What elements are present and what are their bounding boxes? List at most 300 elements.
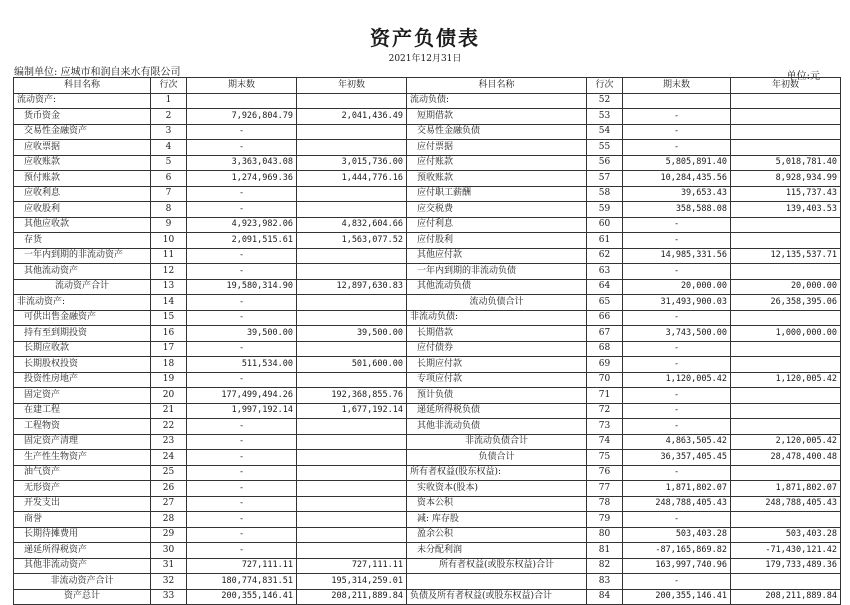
left-end-value: - xyxy=(187,543,297,559)
right-end-value: 1,120,005.42 xyxy=(623,372,731,388)
right-item-name: 负债合计 xyxy=(407,450,587,466)
right-end-value: 3,743,500.00 xyxy=(623,326,731,342)
right-end-value: 1,871,802.07 xyxy=(623,481,731,497)
table-row xyxy=(14,512,841,528)
left-begin-value xyxy=(297,450,407,466)
left-line-no: 19 xyxy=(151,372,187,388)
left-item-name: 资产总计 xyxy=(14,589,151,605)
left-item-name: 其他应收款 xyxy=(14,217,151,233)
header-item-right: 科目名称 xyxy=(407,78,587,94)
right-end-value: 358,588.08 xyxy=(623,202,731,218)
right-item-name: 应付票据 xyxy=(407,140,587,156)
header-line-right: 行次 xyxy=(587,78,623,94)
right-line-no: 71 xyxy=(587,388,623,404)
table-row xyxy=(14,109,841,125)
left-item-name: 非流动资产合计 xyxy=(14,574,151,590)
table-row xyxy=(14,310,841,326)
right-item-name: 减: 库存股 xyxy=(407,512,587,528)
right-end-value: - xyxy=(623,124,731,140)
left-line-no: 7 xyxy=(151,186,187,202)
right-line-no: 81 xyxy=(587,543,623,559)
left-begin-value: 192,368,855.76 xyxy=(297,388,407,404)
right-begin-value: 5,018,781.40 xyxy=(731,155,841,171)
left-item-name: 流动资产: xyxy=(14,93,151,109)
header-begin-right: 年初数 xyxy=(731,78,841,94)
left-begin-value: 3,015,736.00 xyxy=(297,155,407,171)
left-begin-value xyxy=(297,341,407,357)
right-item-name: 其他流动负债 xyxy=(407,279,587,295)
right-line-no: 79 xyxy=(587,512,623,528)
table-row xyxy=(14,248,841,264)
company-name: 编制单位: 应城市和润自来水有限公司 xyxy=(14,67,181,78)
left-line-no: 25 xyxy=(151,465,187,481)
left-end-value: 180,774,831.51 xyxy=(187,574,297,590)
right-begin-value: 248,788,405.43 xyxy=(731,496,841,512)
right-begin-value: -71,430,121.42 xyxy=(731,543,841,559)
left-begin-value xyxy=(297,124,407,140)
right-item-name: 短期借款 xyxy=(407,109,587,125)
right-begin-value xyxy=(731,93,841,109)
left-end-value: 3,363,043.08 xyxy=(187,155,297,171)
right-item-name: 未分配利润 xyxy=(407,543,587,559)
left-end-value: - xyxy=(187,140,297,156)
right-end-value: 31,493,900.03 xyxy=(623,295,731,311)
right-end-value: - xyxy=(623,341,731,357)
table-row xyxy=(14,171,841,187)
right-item-name xyxy=(407,574,587,590)
left-begin-value: 208,211,889.84 xyxy=(297,589,407,605)
left-begin-value: 195,314,259.01 xyxy=(297,574,407,590)
left-end-value: - xyxy=(187,295,297,311)
right-line-no: 58 xyxy=(587,186,623,202)
right-end-value: - xyxy=(623,109,731,125)
left-item-name: 生产性生物资产 xyxy=(14,450,151,466)
left-begin-value xyxy=(297,527,407,543)
table-row xyxy=(14,419,841,435)
left-item-name: 应收股利 xyxy=(14,202,151,218)
left-end-value: - xyxy=(187,124,297,140)
right-begin-value xyxy=(731,574,841,590)
right-end-value: - xyxy=(623,403,731,419)
table-header-row xyxy=(14,78,841,94)
left-end-value: - xyxy=(187,481,297,497)
left-end-value: - xyxy=(187,341,297,357)
left-end-value: 19,580,314.90 xyxy=(187,279,297,295)
left-item-name: 其他非流动资产 xyxy=(14,558,151,574)
left-begin-value xyxy=(297,310,407,326)
right-item-name: 资本公积 xyxy=(407,496,587,512)
right-begin-value: 208,211,889.84 xyxy=(731,589,841,605)
left-item-name: 商誉 xyxy=(14,512,151,528)
table-row xyxy=(14,279,841,295)
right-begin-value: 2,120,005.42 xyxy=(731,434,841,450)
right-line-no: 76 xyxy=(587,465,623,481)
right-item-name: 一年内到期的非流动负债 xyxy=(407,264,587,280)
right-begin-value xyxy=(731,388,841,404)
left-end-value: 2,091,515.61 xyxy=(187,233,297,249)
left-end-value: 200,355,146.41 xyxy=(187,589,297,605)
left-end-value: - xyxy=(187,527,297,543)
table-row xyxy=(14,403,841,419)
left-item-name: 预付账款 xyxy=(14,171,151,187)
left-end-value: 727,111.11 xyxy=(187,558,297,574)
right-line-no: 67 xyxy=(587,326,623,342)
right-item-name: 非流动负债: xyxy=(407,310,587,326)
right-begin-value: 1,000,000.00 xyxy=(731,326,841,342)
right-item-name: 应交税费 xyxy=(407,202,587,218)
left-item-name: 流动资产合计 xyxy=(14,279,151,295)
right-end-value: 5,805,891.40 xyxy=(623,155,731,171)
right-line-no: 64 xyxy=(587,279,623,295)
right-line-no: 69 xyxy=(587,357,623,373)
left-end-value: - xyxy=(187,434,297,450)
right-end-value: - xyxy=(623,574,731,590)
left-line-no: 22 xyxy=(151,419,187,435)
table-row xyxy=(14,140,841,156)
right-line-no: 57 xyxy=(587,171,623,187)
left-end-value: 1,274,969.36 xyxy=(187,171,297,187)
right-begin-value: 503,403.28 xyxy=(731,527,841,543)
right-line-no: 65 xyxy=(587,295,623,311)
right-end-value: 10,284,435.56 xyxy=(623,171,731,187)
table-row xyxy=(14,434,841,450)
right-begin-value: 1,120,005.42 xyxy=(731,372,841,388)
right-line-no: 52 xyxy=(587,93,623,109)
left-line-no: 32 xyxy=(151,574,187,590)
right-end-value: - xyxy=(623,310,731,326)
right-begin-value xyxy=(731,357,841,373)
left-begin-value xyxy=(297,481,407,497)
left-begin-value xyxy=(297,186,407,202)
left-item-name: 存货 xyxy=(14,233,151,249)
right-item-name: 应付账款 xyxy=(407,155,587,171)
left-begin-value: 1,563,077.52 xyxy=(297,233,407,249)
right-line-no: 73 xyxy=(587,419,623,435)
table-row xyxy=(14,264,841,280)
right-begin-value xyxy=(731,217,841,233)
right-begin-value xyxy=(731,264,841,280)
right-line-no: 62 xyxy=(587,248,623,264)
table-row xyxy=(14,450,841,466)
right-end-value: - xyxy=(623,419,731,435)
right-end-value: - xyxy=(623,465,731,481)
left-begin-value: 12,897,630.83 xyxy=(297,279,407,295)
table-row xyxy=(14,295,841,311)
right-line-no: 68 xyxy=(587,341,623,357)
left-line-no: 24 xyxy=(151,450,187,466)
right-line-no: 82 xyxy=(587,558,623,574)
right-line-no: 83 xyxy=(587,574,623,590)
right-item-name: 负债及所有者权益(或股东权益)合计 xyxy=(407,589,587,605)
left-line-no: 15 xyxy=(151,310,187,326)
right-end-value: 503,403.28 xyxy=(623,527,731,543)
right-item-name: 非流动负债合计 xyxy=(407,434,587,450)
left-end-value: - xyxy=(187,450,297,466)
right-item-name: 长期应付款 xyxy=(407,357,587,373)
left-end-value: 7,926,804.79 xyxy=(187,109,297,125)
left-line-no: 23 xyxy=(151,434,187,450)
table-row xyxy=(14,496,841,512)
report-date: 2021年12月31日 xyxy=(388,54,462,64)
right-line-no: 70 xyxy=(587,372,623,388)
left-begin-value: 501,600.00 xyxy=(297,357,407,373)
right-begin-value: 20,000.00 xyxy=(731,279,841,295)
left-item-name: 固定资产清理 xyxy=(14,434,151,450)
right-line-no: 56 xyxy=(587,155,623,171)
right-item-name: 所有者权益(或股东权益)合计 xyxy=(407,558,587,574)
left-begin-value xyxy=(297,295,407,311)
left-begin-value: 4,832,604.66 xyxy=(297,217,407,233)
left-item-name: 递延所得税资产 xyxy=(14,543,151,559)
report-title: 资产负债表 xyxy=(370,26,480,50)
right-line-no: 53 xyxy=(587,109,623,125)
right-end-value: - xyxy=(623,233,731,249)
left-begin-value xyxy=(297,512,407,528)
left-item-name: 可供出售金融资产 xyxy=(14,310,151,326)
left-begin-value xyxy=(297,202,407,218)
left-begin-value xyxy=(297,140,407,156)
left-end-value: 511,534.00 xyxy=(187,357,297,373)
left-item-name: 长期待摊费用 xyxy=(14,527,151,543)
left-end-value: - xyxy=(187,496,297,512)
right-begin-value xyxy=(731,310,841,326)
left-item-name: 一年内到期的非流动资产 xyxy=(14,248,151,264)
left-line-no: 11 xyxy=(151,248,187,264)
left-end-value: - xyxy=(187,465,297,481)
right-end-value xyxy=(623,93,731,109)
right-item-name: 其他非流动负债 xyxy=(407,419,587,435)
table-row xyxy=(14,124,841,140)
right-item-name: 专项应付款 xyxy=(407,372,587,388)
left-line-no: 21 xyxy=(151,403,187,419)
left-line-no: 16 xyxy=(151,326,187,342)
table-row xyxy=(14,481,841,497)
right-item-name: 流动负债: xyxy=(407,93,587,109)
left-line-no: 9 xyxy=(151,217,187,233)
right-line-no: 54 xyxy=(587,124,623,140)
right-begin-value xyxy=(731,341,841,357)
table-row xyxy=(14,465,841,481)
right-item-name: 递延所得税负债 xyxy=(407,403,587,419)
left-line-no: 3 xyxy=(151,124,187,140)
right-begin-value: 12,135,537.71 xyxy=(731,248,841,264)
left-begin-value xyxy=(297,248,407,264)
right-line-no: 61 xyxy=(587,233,623,249)
left-begin-value: 2,041,436.49 xyxy=(297,109,407,125)
left-item-name: 投资性房地产 xyxy=(14,372,151,388)
header-end-right: 期末数 xyxy=(623,78,731,94)
table-row xyxy=(14,558,841,574)
left-end-value: - xyxy=(187,248,297,264)
left-item-name: 工程物资 xyxy=(14,419,151,435)
table-row xyxy=(14,388,841,404)
table-row xyxy=(14,341,841,357)
right-end-value: 163,997,740.96 xyxy=(623,558,731,574)
right-line-no: 78 xyxy=(587,496,623,512)
left-item-name: 长期股权投资 xyxy=(14,357,151,373)
right-begin-value xyxy=(731,403,841,419)
left-line-no: 10 xyxy=(151,233,187,249)
right-item-name: 应付债券 xyxy=(407,341,587,357)
left-begin-value xyxy=(297,434,407,450)
header-begin: 年初数 xyxy=(297,78,407,94)
left-begin-value: 727,111.11 xyxy=(297,558,407,574)
left-begin-value: 39,500.00 xyxy=(297,326,407,342)
left-line-no: 5 xyxy=(151,155,187,171)
right-line-no: 66 xyxy=(587,310,623,326)
left-item-name: 其他流动资产 xyxy=(14,264,151,280)
table-row xyxy=(14,357,841,373)
right-end-value: - xyxy=(623,140,731,156)
right-begin-value: 8,928,934.99 xyxy=(731,171,841,187)
right-end-value: 248,788,405.43 xyxy=(623,496,731,512)
left-item-name: 持有至到期投资 xyxy=(14,326,151,342)
left-item-name: 无形资产 xyxy=(14,481,151,497)
right-end-value: 20,000.00 xyxy=(623,279,731,295)
right-line-no: 84 xyxy=(587,589,623,605)
left-end-value: - xyxy=(187,512,297,528)
right-begin-value xyxy=(731,465,841,481)
right-begin-value: 115,737.43 xyxy=(731,186,841,202)
left-line-no: 6 xyxy=(151,171,187,187)
right-line-no: 80 xyxy=(587,527,623,543)
left-end-value: - xyxy=(187,419,297,435)
left-begin-value xyxy=(297,264,407,280)
right-item-name: 应付股利 xyxy=(407,233,587,249)
left-begin-value: 1,677,192.14 xyxy=(297,403,407,419)
left-item-name: 长期应收款 xyxy=(14,341,151,357)
left-item-name: 交易性金融资产 xyxy=(14,124,151,140)
left-end-value xyxy=(187,93,297,109)
right-item-name: 盈余公积 xyxy=(407,527,587,543)
header-end: 期末数 xyxy=(187,78,297,94)
right-line-no: 60 xyxy=(587,217,623,233)
left-end-value: - xyxy=(187,372,297,388)
left-end-value: 4,923,982.06 xyxy=(187,217,297,233)
left-line-no: 31 xyxy=(151,558,187,574)
right-end-value: 14,985,331.56 xyxy=(623,248,731,264)
right-begin-value: 139,403.53 xyxy=(731,202,841,218)
right-end-value: 39,653.43 xyxy=(623,186,731,202)
left-line-no: 14 xyxy=(151,295,187,311)
left-item-name: 固定资产 xyxy=(14,388,151,404)
right-end-value: - xyxy=(623,264,731,280)
table-row xyxy=(14,233,841,249)
right-begin-value xyxy=(731,140,841,156)
balance-sheet-table xyxy=(13,77,841,605)
right-item-name: 所有者权益(股东权益): xyxy=(407,465,587,481)
left-end-value: 1,997,192.14 xyxy=(187,403,297,419)
left-line-no: 12 xyxy=(151,264,187,280)
left-line-no: 2 xyxy=(151,109,187,125)
right-line-no: 72 xyxy=(587,403,623,419)
right-line-no: 55 xyxy=(587,140,623,156)
table-row xyxy=(14,155,841,171)
right-end-value: -87,165,869.82 xyxy=(623,543,731,559)
left-line-no: 18 xyxy=(151,357,187,373)
right-line-no: 74 xyxy=(587,434,623,450)
table-row xyxy=(14,326,841,342)
left-begin-value: 1,444,776.16 xyxy=(297,171,407,187)
left-item-name: 应收利息 xyxy=(14,186,151,202)
right-begin-value: 1,871,802.07 xyxy=(731,481,841,497)
right-item-name: 流动负债合计 xyxy=(407,295,587,311)
right-item-name: 预计负债 xyxy=(407,388,587,404)
right-item-name: 应付利息 xyxy=(407,217,587,233)
left-line-no: 26 xyxy=(151,481,187,497)
table-body xyxy=(14,93,841,605)
right-line-no: 59 xyxy=(587,202,623,218)
left-end-value: - xyxy=(187,186,297,202)
left-begin-value xyxy=(297,496,407,512)
header-line: 行次 xyxy=(151,78,187,94)
left-begin-value xyxy=(297,543,407,559)
right-item-name: 交易性金融负债 xyxy=(407,124,587,140)
table-row xyxy=(14,574,841,590)
left-line-no: 20 xyxy=(151,388,187,404)
left-item-name: 货币资金 xyxy=(14,109,151,125)
left-line-no: 8 xyxy=(151,202,187,218)
left-end-value: - xyxy=(187,264,297,280)
left-line-no: 28 xyxy=(151,512,187,528)
header-item: 科目名称 xyxy=(14,78,151,94)
left-end-value: - xyxy=(187,202,297,218)
left-item-name: 油气资产 xyxy=(14,465,151,481)
right-item-name: 其他应付款 xyxy=(407,248,587,264)
right-begin-value xyxy=(731,233,841,249)
table-row xyxy=(14,202,841,218)
left-line-no: 30 xyxy=(151,543,187,559)
left-line-no: 17 xyxy=(151,341,187,357)
right-line-no: 77 xyxy=(587,481,623,497)
left-line-no: 13 xyxy=(151,279,187,295)
right-end-value: - xyxy=(623,217,731,233)
table-row xyxy=(14,372,841,388)
right-item-name: 应付职工薪酬 xyxy=(407,186,587,202)
left-begin-value xyxy=(297,372,407,388)
left-begin-value xyxy=(297,93,407,109)
right-end-value: 4,863,505.42 xyxy=(623,434,731,450)
left-item-name: 开发支出 xyxy=(14,496,151,512)
right-line-no: 63 xyxy=(587,264,623,280)
right-begin-value: 28,478,400.48 xyxy=(731,450,841,466)
left-item-name: 在建工程 xyxy=(14,403,151,419)
right-begin-value: 26,358,395.06 xyxy=(731,295,841,311)
right-item-name: 实收资本(股本) xyxy=(407,481,587,497)
left-line-no: 4 xyxy=(151,140,187,156)
table-row xyxy=(14,93,841,109)
left-end-value: - xyxy=(187,310,297,326)
right-end-value: - xyxy=(623,388,731,404)
right-item-name: 预收账款 xyxy=(407,171,587,187)
currency-unit: 单位:元 xyxy=(786,71,820,82)
right-begin-value: 179,733,489.36 xyxy=(731,558,841,574)
table-row xyxy=(14,589,841,605)
left-line-no: 1 xyxy=(151,93,187,109)
right-end-value: - xyxy=(623,357,731,373)
right-end-value: 200,355,146.41 xyxy=(623,589,731,605)
right-end-value: - xyxy=(623,512,731,528)
left-item-name: 应收票据 xyxy=(14,140,151,156)
left-item-name: 应收账款 xyxy=(14,155,151,171)
left-begin-value xyxy=(297,465,407,481)
left-end-value: 39,500.00 xyxy=(187,326,297,342)
table-row xyxy=(14,527,841,543)
right-line-no: 75 xyxy=(587,450,623,466)
right-begin-value xyxy=(731,109,841,125)
left-line-no: 27 xyxy=(151,496,187,512)
right-begin-value xyxy=(731,419,841,435)
